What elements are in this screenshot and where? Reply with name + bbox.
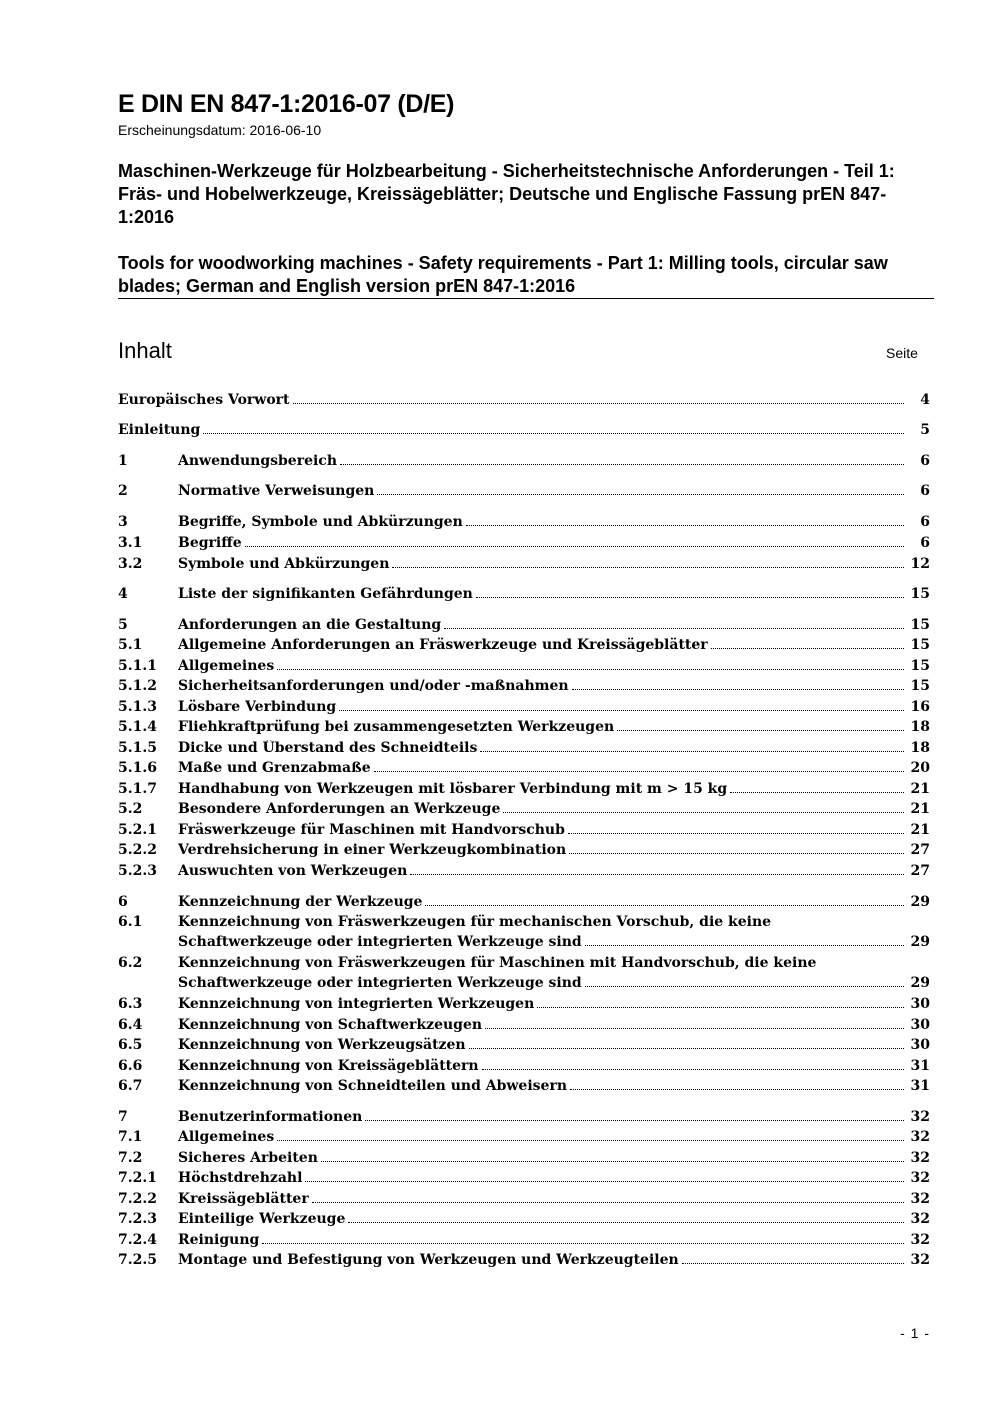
toc-entry-page: 6 [920, 453, 930, 469]
toc-entry-label: Kennzeichnung von Fräswerkzeugen für Maschinen mit Handvorschub, die keine [178, 955, 817, 971]
title-english: Tools for woodworking machines - Safety requirements - Part 1: Milling tools, circular saw blades; German and English version prEN 847-1:2016 [118, 253, 888, 296]
dot-leader [293, 403, 904, 404]
toc-entry-number: 5.2.2 [118, 842, 157, 858]
toc-entry-number: 7.1 [118, 1129, 143, 1145]
toc-entry-number: 2 [118, 483, 128, 499]
toc-entry-number: 6.5 [118, 1037, 143, 1053]
toc-entry-number: 7.2.2 [118, 1191, 157, 1207]
toc-entry-number: 5.1 [118, 637, 143, 653]
toc-entry-label: Verdrehsicherung in einer Werkzeugkombination [178, 842, 567, 858]
dot-leader [321, 1161, 904, 1162]
toc-entry-number: 7.2.4 [118, 1232, 157, 1248]
toc-entry-page: 32 [910, 1211, 930, 1227]
dot-leader [568, 833, 904, 834]
dot-leader [392, 567, 904, 568]
toc-entry-page: 29 [910, 934, 930, 950]
toc-entry[interactable] [118, 760, 930, 780]
dot-leader [312, 1202, 904, 1203]
toc-entry-number: 5.2.1 [118, 822, 157, 838]
dot-leader [466, 525, 904, 526]
dot-leader [444, 628, 904, 629]
dot-leader [374, 771, 904, 772]
toc-entry-page: 32 [910, 1109, 930, 1125]
dot-leader [476, 597, 904, 598]
toc-entry[interactable] [118, 1252, 930, 1272]
toc-entry-label: Europäisches Vorwort [118, 392, 290, 408]
toc-entry[interactable] [118, 658, 930, 678]
toc-entry-label: Allgemeines [178, 658, 275, 674]
dot-leader [485, 1028, 904, 1029]
toc-entry-continuation[interactable] [118, 934, 930, 954]
toc-entry-label: Allgemeine Anforderungen an Fräswerkzeuge und Kreissägeblätter [178, 637, 708, 653]
toc-entry[interactable] [118, 1109, 930, 1129]
toc-entry-number: 4 [118, 586, 128, 602]
toc-page-label: Seite [886, 345, 918, 361]
toc-entry-label: Begriffe [178, 535, 242, 551]
toc-entry-page: 12 [910, 556, 930, 572]
toc-entry-label: Fliehkraftprüfung bei zusammengesetzten Werkzeugen [178, 719, 615, 735]
toc-entry-label: Sicheres Arbeiten [178, 1150, 318, 1166]
toc-entry-page: 29 [910, 894, 930, 910]
toc-entry-page: 30 [910, 1017, 930, 1033]
toc-entry-label: Symbole und Abkürzungen [178, 556, 390, 572]
toc-entry-number: 5.1.4 [118, 719, 157, 735]
toc-entry-number: 7 [118, 1109, 128, 1125]
toc-entry-number: 7.2.5 [118, 1252, 157, 1268]
toc-entry-page: 32 [910, 1252, 930, 1268]
toc-entry[interactable] [118, 637, 930, 657]
toc-entry-label: Einteilige Werkzeuge [178, 1211, 346, 1227]
toc-entry-page: 32 [910, 1129, 930, 1145]
dot-leader [482, 1069, 904, 1070]
toc-entry-number: 3.2 [118, 556, 143, 572]
toc-entry[interactable] [118, 801, 930, 821]
toc-entry-number: 6 [118, 894, 128, 910]
page-number: - 1 - [900, 1325, 930, 1341]
toc-entry-number: 7.2.1 [118, 1170, 157, 1186]
dot-leader [682, 1263, 904, 1264]
dot-leader [585, 986, 904, 987]
toc-entry-number: 6.6 [118, 1058, 143, 1074]
toc-entry-page: 27 [910, 842, 930, 858]
toc-entry-page: 20 [910, 760, 930, 776]
toc-entry[interactable] [118, 1017, 930, 1037]
toc-entry-number: 3.1 [118, 535, 143, 551]
toc-entry-number: 1 [118, 453, 128, 469]
toc-entry-page: 32 [910, 1150, 930, 1166]
toc-entry[interactable] [118, 1058, 930, 1078]
dot-leader [377, 494, 904, 495]
toc-entry-label: Kreissägeblätter [178, 1191, 309, 1207]
toc-entry[interactable] [118, 740, 930, 760]
toc-entry-label: Sicherheitsanforderungen und/oder -maßnahmen [178, 678, 569, 694]
dot-leader [277, 1140, 904, 1141]
toc-entry-page: 31 [910, 1078, 930, 1094]
toc-entry-number: 6.2 [118, 955, 143, 971]
toc-entry-page: 16 [910, 699, 930, 715]
toc-entry-number: 5.1.1 [118, 658, 157, 674]
toc-entry-label: Kennzeichnung von Schneidteilen und Abweisern [178, 1078, 567, 1094]
toc-entry-number: 5.1.2 [118, 678, 157, 694]
toc-entry-number: 5 [118, 617, 128, 633]
dot-leader [277, 669, 904, 670]
toc-entry-page: 4 [920, 392, 930, 408]
toc-entry-label-continued: Schaftwerkzeuge oder integrierten Werkzeuge sind [178, 975, 582, 991]
toc-entry[interactable] [118, 914, 930, 934]
toc-entry[interactable] [118, 955, 930, 975]
toc-entry-label: Montage und Befestigung von Werkzeugen und Werkzeugteilen [178, 1252, 679, 1268]
toc-entry-page: 18 [910, 740, 930, 756]
dot-leader [348, 1222, 904, 1223]
dot-leader [537, 1007, 904, 1008]
toc-entry[interactable] [118, 699, 930, 719]
toc-entry[interactable] [118, 1232, 930, 1252]
toc-entry-page: 21 [910, 801, 930, 817]
toc-entry[interactable] [118, 719, 930, 739]
dot-leader [340, 464, 904, 465]
toc-entry-label: Kennzeichnung von Kreissägeblättern [178, 1058, 479, 1074]
dot-leader [262, 1243, 904, 1244]
toc-entry-label: Handhabung von Werkzeugen mit lösbarer Verbindung mit m > 15 kg [178, 781, 728, 797]
toc-entry[interactable] [118, 678, 930, 698]
toc-entry-label: Anwendungsbereich [178, 453, 337, 469]
toc-entry-page: 21 [910, 781, 930, 797]
toc-entry[interactable] [118, 556, 930, 576]
toc-entry-label: Anforderungen an die Gestaltung [178, 617, 442, 633]
toc-entry-page: 15 [910, 586, 930, 602]
dot-leader [425, 905, 904, 906]
toc-entry-label: Besondere Anforderungen an Werkzeuge [178, 801, 501, 817]
toc-entry-label: Einleitung [118, 422, 201, 438]
toc-entry[interactable] [118, 453, 930, 473]
toc-entry-number: 5.1.6 [118, 760, 157, 776]
toc-entry[interactable] [118, 1078, 930, 1098]
toc-entry-label: Kennzeichnung von Werkzeugsätzen [178, 1037, 466, 1053]
toc-entry-label: Fräswerkzeuge für Maschinen mit Handvorschub [178, 822, 565, 838]
toc-entry[interactable] [118, 842, 930, 862]
toc-entry-page: 32 [910, 1170, 930, 1186]
toc-entry[interactable] [118, 483, 930, 503]
dot-leader [245, 546, 904, 547]
dot-leader [572, 689, 904, 690]
toc-entry-label: Allgemeines [178, 1129, 275, 1145]
toc-entry-label: Liste der signifikanten Gefährdungen [178, 586, 473, 602]
toc-entry-label: Normative Verweisungen [178, 483, 375, 499]
header-divider [118, 298, 934, 299]
dot-leader [469, 1048, 904, 1049]
toc-entry-page: 5 [920, 422, 930, 438]
toc-entry-label: Kennzeichnung von Schaftwerkzeugen [178, 1017, 483, 1033]
toc-entry[interactable] [118, 392, 930, 412]
toc-entry-number: 6.4 [118, 1017, 143, 1033]
toc-entry-number: 6.1 [118, 914, 143, 930]
toc-entry[interactable] [118, 996, 930, 1016]
dot-leader [711, 648, 904, 649]
toc-entry-number: 7.2 [118, 1150, 143, 1166]
toc-entry[interactable] [118, 514, 930, 534]
toc-entry[interactable] [118, 1191, 930, 1211]
toc-entry-label-continued: Schaftwerkzeuge oder integrierten Werkzeuge sind [178, 934, 582, 950]
toc-entry-page: 21 [910, 822, 930, 838]
toc-entry-label: Kennzeichnung der Werkzeuge [178, 894, 423, 910]
dot-leader [480, 751, 904, 752]
toc-entry-label: Maße und Grenzabmaße [178, 760, 371, 776]
dot-leader [339, 710, 904, 711]
toc-entry-page: 6 [920, 514, 930, 530]
toc-entry-label: Kennzeichnung von integrierten Werkzeugen [178, 996, 535, 1012]
toc-entry[interactable] [118, 1037, 930, 1057]
toc-entry-number: 6.3 [118, 996, 143, 1012]
toc-entry-number: 3 [118, 514, 128, 530]
toc-entry-number: 5.1.3 [118, 699, 157, 715]
dot-leader [730, 792, 904, 793]
dot-leader [617, 730, 904, 731]
dot-leader [570, 1089, 904, 1090]
toc-entry-continuation[interactable] [118, 975, 930, 995]
toc-entry-number: 6.7 [118, 1078, 143, 1094]
toc-entry[interactable] [118, 1150, 930, 1170]
toc-entry-label: Auswuchten von Werkzeugen [178, 863, 408, 879]
document-title: E DIN EN 847-1:2016-07 (D/E) [118, 90, 455, 118]
toc-entry[interactable] [118, 781, 930, 801]
toc-entry[interactable] [118, 822, 930, 842]
toc-entry-label: Höchstdrehzahl [178, 1170, 303, 1186]
toc-entry-page: 6 [920, 535, 930, 551]
dot-leader [365, 1120, 904, 1121]
toc-entry[interactable] [118, 894, 930, 914]
toc-entry-label: Benutzerinformationen [178, 1109, 363, 1125]
toc-entry-page: 31 [910, 1058, 930, 1074]
toc-entry-label: Reinigung [178, 1232, 260, 1248]
toc-entry-page: 32 [910, 1191, 930, 1207]
toc-entry-page: 30 [910, 1037, 930, 1053]
toc-entry-page: 32 [910, 1232, 930, 1248]
toc-entry-number: 7.2.3 [118, 1211, 157, 1227]
toc-entry-number: 5.2.3 [118, 863, 157, 879]
toc-entry[interactable] [118, 1211, 930, 1231]
toc-entry-number: 5.1.5 [118, 740, 157, 756]
toc-entry-page: 30 [910, 996, 930, 1012]
toc-entry[interactable] [118, 586, 930, 606]
dot-leader [569, 853, 904, 854]
toc-entry-page: 29 [910, 975, 930, 991]
dot-leader [410, 874, 904, 875]
toc-entry-page: 15 [910, 658, 930, 674]
dot-leader [305, 1181, 904, 1182]
toc-entry-page: 15 [910, 678, 930, 694]
toc-entry-page: 6 [920, 483, 930, 499]
toc-entry-page: 15 [910, 637, 930, 653]
toc-entry[interactable] [118, 1170, 930, 1190]
toc-entry-page: 27 [910, 863, 930, 879]
toc-entry-page: 15 [910, 617, 930, 633]
dot-leader [503, 812, 904, 813]
toc-entry[interactable] [118, 617, 930, 637]
toc-heading: Inhalt [118, 338, 172, 363]
toc-entry-label: Kennzeichnung von Fräswerkzeugen für mechanischen Vorschub, die keine [178, 914, 772, 930]
toc-entry-number: 5.2 [118, 801, 143, 817]
toc-entry-label: Dicke und Überstand des Schneidteils [178, 740, 478, 756]
toc-entry[interactable] [118, 422, 930, 442]
dot-leader [585, 945, 904, 946]
title-german: Maschinen-Werkzeuge für Holzbearbeitung - Sicherheitstechnische Anforderungen - Teil 1: Fräs- und Hobelwerkzeuge, Kreissägeblätter; Deutsche und Englische Fassung prEN 847-1:2016 [118, 161, 895, 227]
toc-entry-label: Begriffe, Symbole und Abkürzungen [178, 514, 463, 530]
toc-entry-label: Lösbare Verbindung [178, 699, 337, 715]
toc-entry-number: 5.1.7 [118, 781, 157, 797]
dot-leader [203, 433, 904, 434]
toc-entry[interactable] [118, 1129, 930, 1149]
toc-entry-page: 18 [910, 719, 930, 735]
toc-entry[interactable] [118, 863, 930, 883]
toc-entry[interactable] [118, 535, 930, 555]
publication-date: Erscheinungsdatum: 2016-06-10 [118, 122, 322, 138]
